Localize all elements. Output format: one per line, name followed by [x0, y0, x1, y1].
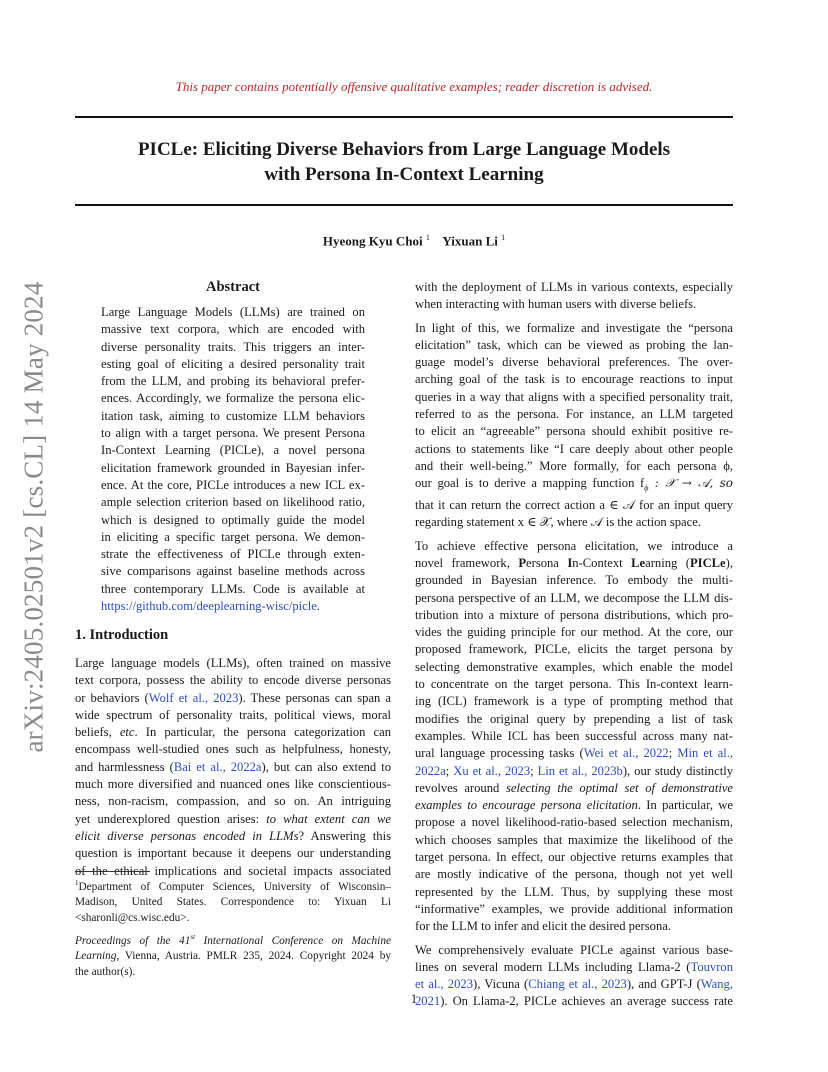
body-line: for the LLM to infer and elicit the desired persona. — [415, 919, 671, 934]
citation-link[interactable]: Bai et al., 2022a — [173, 759, 262, 774]
body-text: ), Vicuna ( — [473, 977, 529, 992]
body-line: proposed framework, PICLe, elicits the target persona by — [415, 642, 733, 657]
abstract-link-suffix: . — [316, 599, 320, 614]
proceedings-emphasis: International Conference on Machine — [195, 934, 391, 947]
body-line: actions to statements like “I care deeply about other people — [415, 441, 733, 456]
body-emphasis: examples to encourage persona elicitation — [415, 798, 638, 813]
abstract-line: which is designed to optimally guide the model — [101, 512, 365, 527]
title-line-1: PICLe: Eliciting Diverse Behaviors from Large Language Models — [137, 139, 671, 160]
body-text: ), — [725, 555, 733, 570]
abstract-line: In-Context Learning (PICLe), a novel persona — [101, 443, 365, 458]
footnote-line: Madison, United States. Correspondence to: Yixuan Li — [75, 896, 391, 909]
body-line: We comprehensively evaluate PICLe against various base- — [415, 942, 733, 957]
author-affiliation-mark: 1 — [501, 233, 506, 242]
body-line: ing (ICL) framework is a type of prompting method that — [415, 694, 733, 709]
citation-link[interactable]: Wang, — [700, 977, 733, 992]
citation-link[interactable]: 2021 — [415, 994, 441, 1009]
intro-line: much more diversified and nuanced ones like conscientious- — [75, 777, 391, 792]
body-line: guage model’s diverse behavioral preferences. The over- — [415, 355, 733, 370]
math-expression: : 𝒳 → 𝒜, so — [648, 476, 733, 491]
intro-text: ? Answering this — [298, 828, 392, 843]
abstract-line: diverse personality traits. This triggers an inter- — [101, 339, 365, 354]
abstract-line: three contemporary LLMs. Code is available at — [101, 581, 365, 596]
proceedings-text: , Vienna, Austria. PMLR 235, 2024. Copyright 2024 by — [116, 950, 391, 963]
intro-line: of the ethical implications and societal impacts associated — [75, 863, 391, 878]
affiliation-footnote — [75, 876, 391, 927]
body-line: to concentrate on the target persona. This In-context learn- — [415, 677, 733, 692]
intro-text: and harmlessness ( — [75, 759, 174, 774]
body-line: target persona. In effect, our objective returns examples that — [415, 850, 733, 865]
abstract-line: strate the effectiveness of PICLe through exten- — [101, 547, 365, 562]
proceedings-line: the author(s). — [75, 965, 136, 978]
intro-text: yet underexplored question arises: — [75, 811, 267, 826]
footnote-line: <sharonli@cs.wisc.edu>. — [75, 911, 190, 924]
citation-link[interactable]: Lin et al., 2023b — [537, 763, 623, 778]
intro-line: encompass well-studied ones such as helpfulness, honesty, — [75, 742, 391, 757]
body-text: ; — [668, 746, 678, 761]
intro-line — [75, 811, 391, 828]
body-text: ersona — [526, 555, 568, 570]
footnote-line — [75, 876, 391, 895]
author-name: Yixuan Li — [442, 233, 498, 249]
body-text: ). On Llama-2, PICLe achieves an average success rate — [440, 994, 733, 1009]
proceedings-emphasis: Proceedings of the — [75, 934, 180, 947]
body-line: vides the guiding principle for our method. At the core, our — [415, 625, 733, 640]
body-text: . In particular, we — [637, 798, 733, 813]
body-line: and their well-being.” More formally, for each persona ϕ, — [415, 458, 733, 473]
proceedings-ordinal: st — [190, 933, 196, 941]
citation-link[interactable]: Xu et al., 2023 — [453, 763, 531, 778]
introduction-body — [75, 655, 391, 880]
body-line: tribution into a mixture of persona distributions, which pro- — [415, 607, 733, 622]
body-text: our goal is to derive a mapping function f — [415, 476, 645, 491]
abstract-line: ample selection criterion based on likelihood ratio, — [101, 495, 365, 510]
body-line: are mostly indicative of the persona, though not yet well — [415, 867, 733, 882]
body-text: arning ( — [645, 555, 690, 570]
method-name: PICLe — [689, 555, 726, 570]
body-line: examples. While ICL has been successful across many nat- — [415, 728, 733, 743]
proceedings-number: 41 — [179, 934, 191, 947]
abstract-line: Large Language Models (LLMs) are trained on — [101, 305, 365, 319]
paragraph — [415, 538, 733, 936]
abstract-line: massive text corpora, which are encoded with — [101, 322, 365, 337]
body-line: represented by the LLM. Thus, by supplying these most — [415, 884, 733, 899]
proceedings-line — [75, 930, 391, 949]
body-line — [415, 763, 733, 780]
abstract-heading: Abstract — [206, 279, 260, 295]
abstract-line: esting goal of eliciting a desired personality trait — [101, 356, 365, 371]
abstract-body — [101, 304, 365, 615]
intro-text: beliefs, — [75, 725, 120, 740]
footnote-text: Department of Computer Sciences, University of Wisconsin– — [78, 880, 391, 893]
body-line: regarding statement x ∈ 𝒳, where 𝒜 is the action space. — [415, 515, 701, 530]
intro-line: question is important because it deepens our understanding — [75, 846, 391, 861]
intro-line: wide spectrum of personality traits, political views, moral — [75, 707, 391, 722]
intro-text: ), but can also extend to — [261, 759, 392, 774]
intro-line: ness, non-racism, compassion, and so on. An intriguing — [75, 794, 391, 809]
introduction-heading: 1. Introduction — [75, 627, 169, 643]
body-line: In light of this, we formalize and investigate the “persona — [415, 320, 733, 335]
body-line: propose a novel likelihood-ratio-based selection mechanism, — [415, 815, 733, 830]
body-line: selecting demonstrative examples, which enable the model — [415, 659, 733, 674]
title-rule-top — [75, 116, 733, 118]
acronym-letter: Le — [631, 555, 646, 570]
intro-line: text corpora, possess the ability to encode diverse personas — [75, 673, 391, 688]
body-line: persona perspective of an LLM, we decompose the LLM dis- — [415, 590, 733, 605]
page-number: 1 — [410, 991, 418, 1006]
author-list — [0, 233, 828, 249]
body-line: elicitation” task, which can be viewed as probing the lan- — [415, 337, 733, 352]
citation-link[interactable]: Wolf et al., 2023 — [148, 690, 239, 705]
body-text: lines on several modern LLMs including Llama-2 ( — [415, 959, 691, 974]
intro-text: ). These personas can span a — [238, 690, 391, 705]
citation-link[interactable]: Wei et al., 2022 — [583, 746, 669, 761]
code-repository-link[interactable]: https://github.com/deeplearning-wisc/picle — [101, 599, 317, 614]
author-affiliation-mark: 1 — [425, 233, 430, 242]
citation-link[interactable]: et al., 2023 — [415, 977, 473, 992]
body-text: ; — [530, 763, 538, 778]
footnote-mark: 1 — [75, 879, 79, 887]
abstract-line: in eliciting a specific target persona. We demon- — [101, 529, 365, 544]
proceedings-emphasis: Learning — [75, 950, 117, 963]
arxiv-stamp — [20, 278, 47, 756]
intro-line — [75, 828, 391, 845]
citation-link[interactable]: 2022a — [415, 763, 446, 778]
body-line — [415, 959, 733, 976]
arxiv-identifier: arXiv:2405.02501v2 [cs.CL] 14 May 2024 — [18, 281, 48, 753]
math-subscript: ϕ — [644, 483, 649, 493]
citation-link[interactable]: Touvron — [690, 959, 733, 974]
paragraph — [415, 279, 733, 314]
body-line — [415, 780, 733, 797]
body-text: ; — [445, 763, 454, 778]
body-text: n-Context — [572, 555, 632, 570]
body-line: queries in a way that aligns with a specified personality trait, — [415, 389, 733, 404]
body-line — [415, 797, 733, 814]
proceedings-note — [75, 930, 391, 981]
author-name: Hyeong Kyu Choi — [322, 233, 423, 249]
body-text: ural language processing tasks ( — [415, 746, 584, 761]
proceedings-line — [75, 949, 391, 965]
body-line: modifies the original query by prepending a list of task — [415, 711, 733, 726]
acronym-letter: P — [518, 555, 527, 570]
intro-line — [75, 759, 391, 776]
body-emphasis: selecting the optimal set of demonstrative — [505, 780, 733, 795]
acronym-letter: I — [567, 555, 573, 570]
intro-line: Large language models (LLMs), often trained on massive — [75, 656, 391, 670]
body-line: arching goal of the task is to encourage reactions to input — [415, 372, 733, 387]
citation-link[interactable]: Chiang et al., 2023 — [528, 977, 627, 992]
abstract-line: ences. Accordingly, we formalize the persona elic- — [101, 391, 365, 406]
body-line — [415, 555, 733, 572]
body-line: “informative” examples, we provide additional information — [415, 901, 733, 916]
title-rule-bottom — [75, 204, 733, 206]
abstract-line: from the LLM, and probing its behavioral prefer- — [101, 374, 365, 389]
body-line: which chooses samples that maximize the likelihood of the — [415, 832, 733, 847]
body-line: referred to as the persona. For instance, an LLM targeted — [415, 407, 733, 422]
intro-line — [75, 724, 391, 741]
intro-emphasis: elicit diverse personas encoded in LLMs — [75, 828, 299, 843]
intro-text: or behaviors ( — [75, 690, 149, 705]
title-line-2: with Persona In-Context Learning — [264, 164, 544, 185]
body-line: with the deployment of LLMs in various contexts, especially — [415, 280, 733, 294]
body-line — [415, 745, 733, 762]
intro-emphasis: etc — [119, 725, 135, 740]
intro-text: . In particular, the persona categorization can — [134, 725, 391, 740]
body-line: grounded in Bayesian inference. To embody the multi- — [415, 573, 733, 588]
body-text: novel framework, — [415, 555, 519, 570]
body-text: revolves around — [415, 780, 506, 795]
abstract-line — [101, 598, 365, 615]
abstract-line: to align with a target persona. We present Persona — [101, 426, 365, 441]
abstract-line: itation task, aiming to customize LLM behaviors — [101, 408, 365, 423]
body-line — [415, 475, 733, 497]
intro-line — [75, 690, 391, 707]
body-line: when interacting with human users with diverse beliefs. — [415, 297, 697, 312]
body-line: to elicit an “agreeable” persona should exhibit positive re- — [415, 424, 733, 439]
content-warning: This paper contains potentially offensive qualitative examples; reader discretion is advised. — [175, 79, 653, 94]
right-column — [415, 279, 733, 1017]
body-line: To achieve effective persona elicitation, we introduce a — [415, 538, 733, 553]
intro-emphasis: to what extent can we — [266, 811, 391, 826]
paper-title — [75, 137, 733, 187]
body-text: ), our study distinctly — [622, 763, 733, 778]
citation-link[interactable]: Min et al., — [677, 746, 734, 761]
footnote-rule — [75, 871, 150, 872]
body-text: ), and GPT-J ( — [626, 977, 701, 992]
abstract-line: elicitation framework grounded in Bayesian infer- — [101, 460, 365, 475]
body-line: that it can return the correct action a ∈ 𝒜 for an input query — [415, 498, 733, 513]
abstract-line: sive comparisons against baseline methods across — [101, 564, 365, 579]
paragraph — [415, 320, 733, 532]
abstract-line: ence. At the core, PICLe introduces a new ICL ex- — [101, 477, 365, 492]
